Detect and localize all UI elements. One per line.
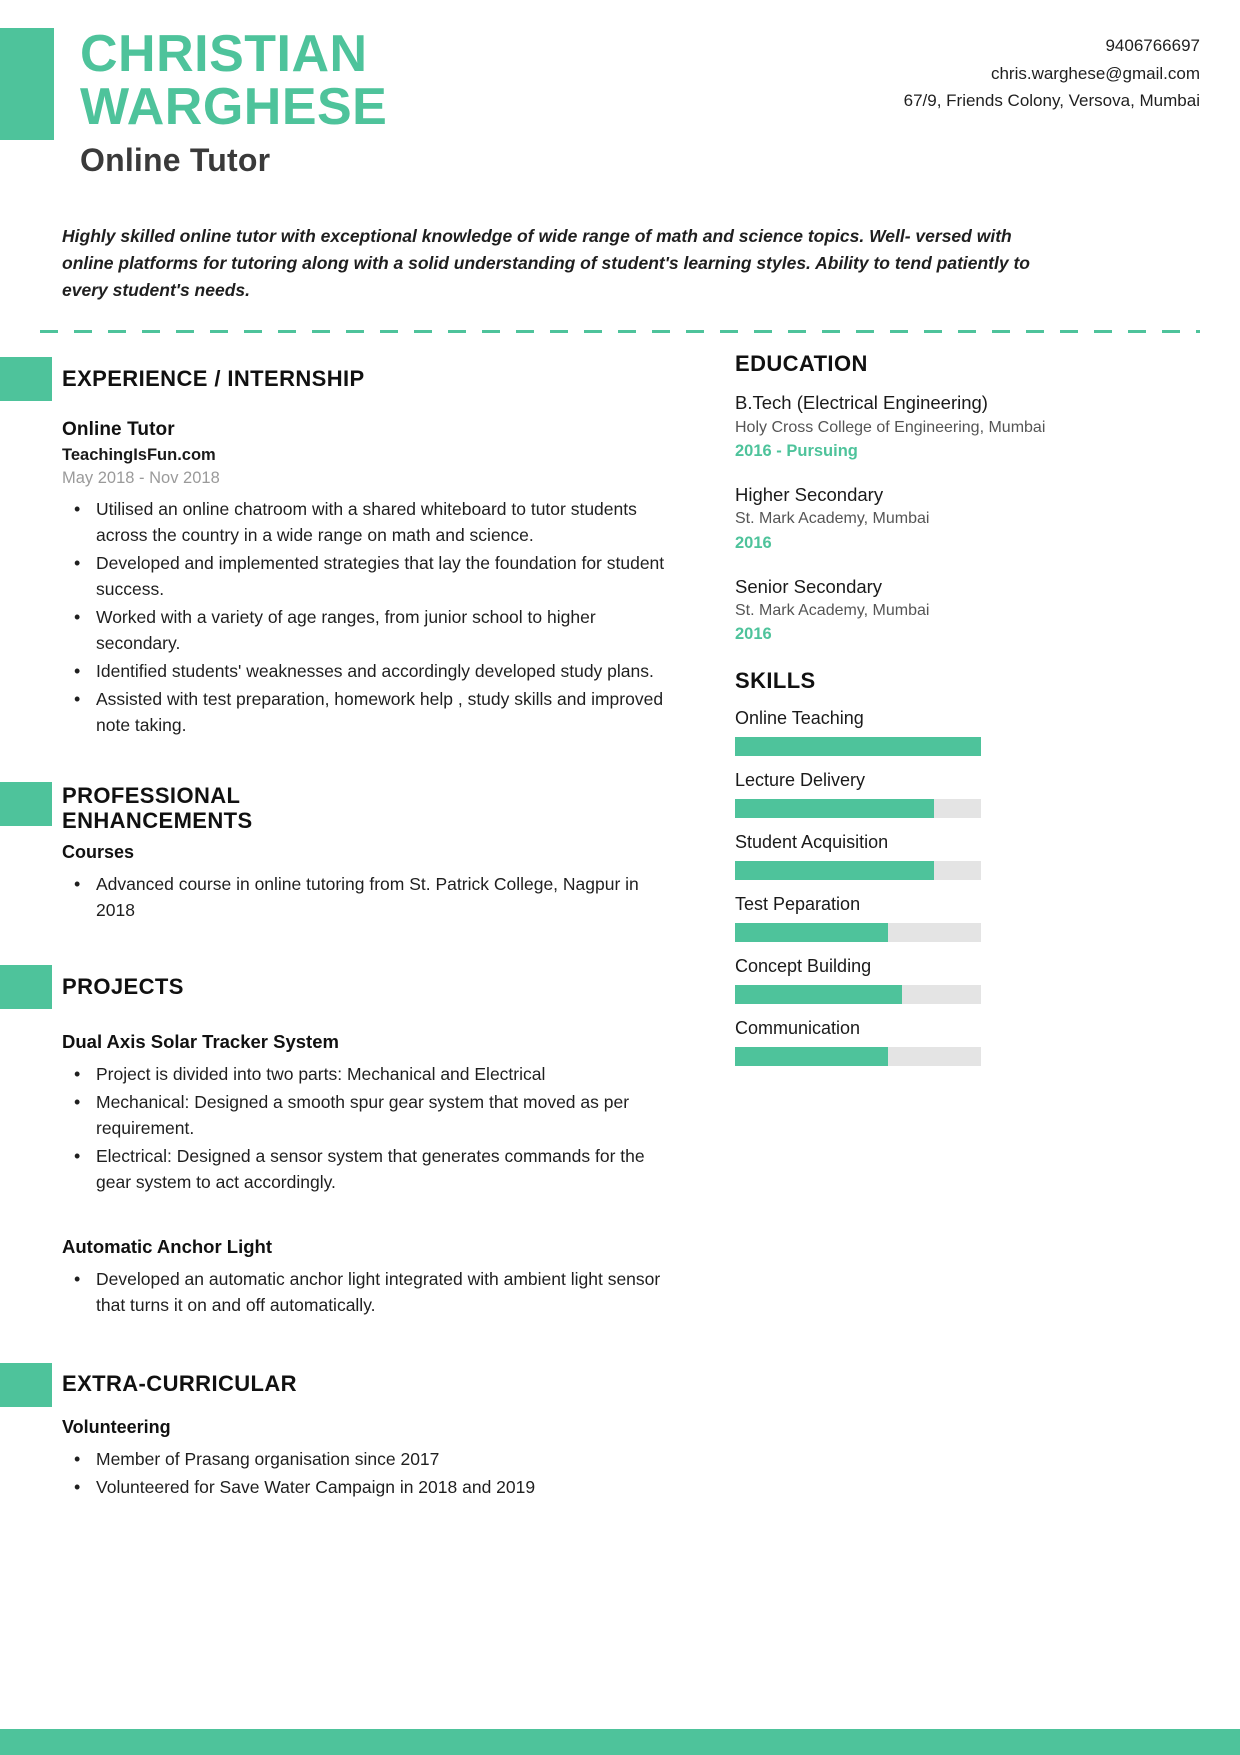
skill-bar-fill [735,799,934,818]
skill-bar-fill [735,985,902,1004]
skill-item [735,770,1200,818]
education-year: 2016 [735,533,772,552]
education-year: 2016 [735,625,772,644]
skill-bar-fill [735,861,934,880]
skill-bar-track [735,923,981,942]
project-title: Dual Axis Solar Tracker System [62,1031,339,1053]
list-item: • Worked with a variety of age ranges, from junior school to higher secondary. [92,605,675,657]
education-school: St. Mark Academy, Mumbai [735,601,930,619]
header-accent-block [0,28,54,140]
extracurricular-bullets [62,1447,675,1501]
project-item [62,1031,675,1195]
experience-bullets [62,497,675,738]
section-marker-experience [0,357,52,401]
left-column [0,351,735,1622]
list-item: • Electrical: Designed a sensor system that generates commands for the gear system to act accordingly. [92,1144,675,1196]
section-title-education: EDUCATION [735,351,868,377]
name-block [80,25,388,179]
resume-body [0,333,1240,1622]
project-title: Automatic Anchor Light [62,1235,272,1257]
skill-item [735,1018,1200,1066]
skill-label: Online Teaching [735,708,864,729]
footer-accent-bar [0,1729,1240,1755]
education-year: 2016 - Pursuing [735,442,858,461]
resume-header [0,0,1240,205]
contact-email[interactable]: chris.warghese@gmail.com [990,63,1200,83]
contact-phone[interactable]: 9406766697 [1105,36,1200,55]
extracurricular-subhead: Volunteering [62,1416,171,1437]
skill-item [735,894,1200,942]
section-experience [0,357,735,738]
skill-bar-track [735,737,981,756]
education-item [735,575,1200,645]
skill-label: Student Acquisition [735,832,889,853]
skill-label: Lecture Delivery [735,770,866,791]
education-item [735,391,1200,461]
list-item: • Assisted with test preparation, homework help , study skills and improved note taking. [92,687,675,739]
education-item [735,483,1200,553]
education-degree: Higher Secondary [735,484,884,506]
skill-item [735,708,1200,756]
education-degree: Senior Secondary [735,575,883,597]
section-title-projects: PROJECTS [62,974,184,1000]
project-item [62,1236,675,1319]
section-marker-extracurricular [0,1363,52,1407]
section-title-skills: SKILLS [735,668,816,694]
experience-company: TeachingIsFun.com [62,446,216,465]
right-column [735,351,1240,1080]
project-bullets [62,1267,675,1319]
education-school: St. Mark Academy, Mumbai [735,510,930,528]
skill-bar-fill [735,1047,888,1066]
experience-entry [62,419,675,738]
list-item: • Developed and implemented strategies that lay the foundation for student success. [92,551,675,603]
list-item: • Project is divided into two parts: Mechanical and Electrical [92,1062,675,1088]
contact-address: 67/9, Friends Colony, Versova, Mumbai [903,91,1200,111]
section-marker-enhancements [0,782,52,826]
enhancements-title-line2: ENHANCEMENTS [62,808,253,834]
list-item: • Advanced course in online tutoring from St. Patrick College, Nagpur in 2018 [92,872,675,924]
skill-label: Concept Building [735,956,872,977]
candidate-name [80,25,388,137]
skill-bar-track [735,985,981,1004]
skill-label: Communication [735,1018,861,1039]
section-extracurricular [0,1363,735,1501]
skill-bar-track [735,1047,981,1066]
project-bullets [62,1062,675,1195]
job-title: Online Tutor [80,142,271,179]
skill-bar-fill [735,737,981,756]
section-projects [0,965,735,1318]
list-item: • Utilised an online chatroom with a shared whiteboard to tutor students across the country in a wide range on math and science. [92,497,675,549]
enhancements-bullets [62,872,675,924]
skill-bar-track [735,861,981,880]
experience-dates: May 2018 - Nov 2018 [62,469,220,488]
skill-label: Test Peparation [735,894,861,915]
skill-bar-track [735,799,981,818]
list-item: • Developed an automatic anchor light integrated with ambient light sensor that turns it on and off automatically. [92,1267,675,1319]
section-professional-enhancements [0,782,735,923]
skill-bar-fill [735,923,888,942]
section-skills [735,668,1200,1066]
enhancements-subhead: Courses [62,841,135,862]
section-title-extracurricular: EXTRA-CURRICULAR [62,1371,297,1397]
skill-item [735,832,1200,880]
contact-info [904,28,1200,115]
list-item: • Member of Prasang organisation since 2017 [92,1447,675,1473]
skill-item [735,956,1200,1004]
section-marker-projects [0,965,52,1009]
list-item: • Volunteered for Save Water Campaign in 2018 and 2019 [92,1475,675,1501]
list-item: • Identified students' weaknesses and accordingly developed study plans. [92,659,675,685]
professional-summary: Highly skilled online tutor with exceptional knowledge of wide range of math and science topics. Well- versed with online platforms for tutoring along with a solid understanding of student's learning styles. Ability to tend patiently to every student's needs. [62,226,1030,301]
section-title-experience: EXPERIENCE / INTERNSHIP [62,366,365,392]
first-name: CHRISTIAN [80,25,368,83]
enhancements-title-line1: PROFESSIONAL [62,783,241,809]
experience-role: Online Tutor [62,419,175,441]
education-school: Holy Cross College of Engineering, Mumbai [735,418,1046,436]
education-degree: B.Tech (Electrical Engineering) [735,392,988,414]
list-item: • Mechanical: Designed a smooth spur gear system that moved as per requirement. [92,1090,675,1142]
last-name: WARGHESE [80,78,388,137]
section-education [735,351,1200,644]
